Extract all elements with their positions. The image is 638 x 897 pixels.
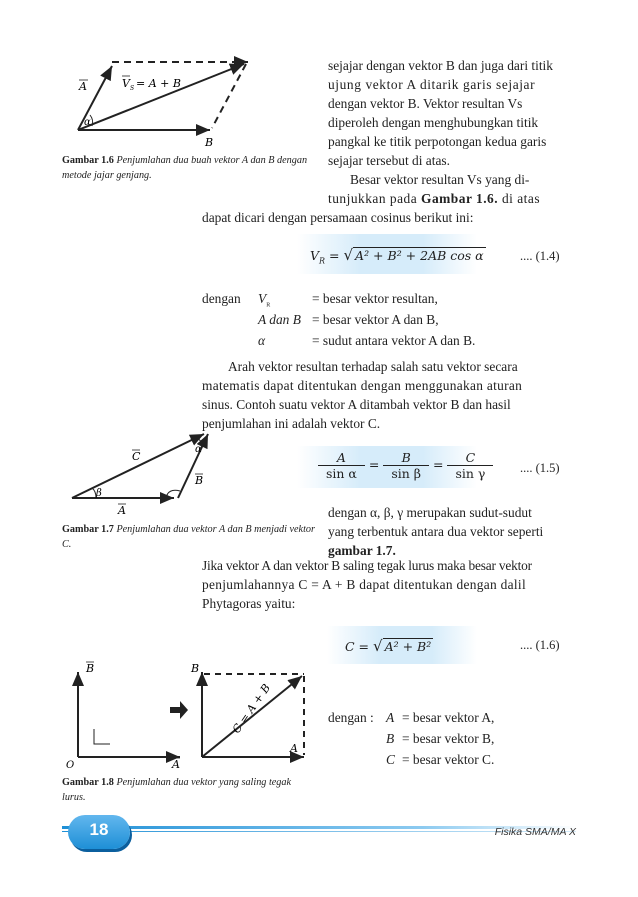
figure-1-7-caption <box>62 522 317 552</box>
defs-1-4-row-desc: = besar vektor resultan, <box>312 291 438 306</box>
fraction-num: C <box>447 450 493 466</box>
eq-lhs: V <box>310 248 320 263</box>
text-line: yang terbentuk antara dua vektor seperti <box>328 524 544 539</box>
eq-rhs: A² + B² <box>384 639 432 654</box>
caption-label: Gambar 1.8 <box>62 777 114 788</box>
figure-1-8-caption <box>62 775 317 805</box>
fig17-label-a: A <box>118 504 126 517</box>
eq-sign: = <box>368 457 380 472</box>
right-angle-mark <box>94 729 110 744</box>
fig18-label-c: C = A + B <box>229 681 274 736</box>
eq-lhs-sub: R <box>319 256 326 266</box>
equation-1-6-number: .... (1.6) <box>520 638 560 652</box>
figure-1-6 <box>62 52 262 152</box>
equation-1-5 <box>318 450 493 481</box>
defs-1-4-row-desc: = besar vektor A dan B, <box>312 312 439 327</box>
fraction-den: sin α <box>326 466 357 481</box>
caption-text: Penjumlahan dua vektor yang saling tegak lurus. <box>62 777 292 803</box>
equation-1-6 <box>345 637 433 655</box>
equation-1-5-number: .... (1.5) <box>520 461 560 475</box>
caption-text: Penjumlahan dua vektor A dan B menjadi vektor C. <box>62 524 315 550</box>
fraction <box>318 450 365 481</box>
def-sub: R <box>266 302 271 309</box>
fig18-label-a2: A <box>290 742 298 755</box>
text-line: gambar 1.7. <box>328 543 396 558</box>
fraction-den: sin β <box>391 466 422 481</box>
equation-1-4-number: .... (1.4) <box>520 249 560 263</box>
def-sym: V <box>258 291 267 306</box>
defs-1-6-desc: = besar vektor B, <box>402 731 495 746</box>
text-block-3 <box>328 503 568 560</box>
defs-1-6-desc: = besar vektor A, <box>402 710 495 725</box>
defs-1-4-row: α <box>258 333 266 348</box>
text-line: sinus. Contoh suatu vektor A ditambah vektor B dan hasil <box>202 397 511 412</box>
defs-1-4-row: A dan B <box>258 312 301 327</box>
fig18-label-b: B <box>86 662 95 675</box>
equation-1-4: $V_R$ = √ A² + B² + 2AB cos α <box>310 246 484 266</box>
text-line: penjumlahannya C = A + B dapat ditentukan dengan dalil <box>202 577 526 592</box>
fig16-label-a: A <box>79 80 87 93</box>
text-line-8 <box>328 189 568 208</box>
fig16-alpha: α <box>84 117 91 128</box>
defs-1-4-intro: dengan <box>202 291 241 306</box>
sqrt-icon: √ <box>343 246 354 264</box>
figure-1-7 <box>62 428 232 518</box>
eq-rhs: A² + B² + 2AB cos α <box>355 248 484 263</box>
text-line-9: dapat dicari dengan persamaan cosinus berikut ini: <box>202 210 474 225</box>
page-number: 18 <box>89 820 109 839</box>
text-line: dengan vektor B. Vektor resultan Vs <box>328 96 523 111</box>
fig16-label-eq: = A + B <box>136 77 181 90</box>
text-line: Jika vektor A dan vektor B saling tegak lurus maka besar vektor <box>202 558 532 573</box>
defs-1-6-desc: = besar vektor C. <box>402 752 495 767</box>
figure-1-6-caption <box>62 153 317 183</box>
text-line: Phytagoras yaitu: <box>202 596 296 611</box>
fig16-label-vs: V <box>122 77 130 90</box>
text-span: di atas <box>501 191 541 206</box>
fig18-label-a: A <box>172 758 180 771</box>
fraction-num: B <box>383 450 429 466</box>
right-arrow-icon <box>170 701 188 719</box>
text-line: sejajar dengan vektor B dan juga dari titik <box>328 58 553 73</box>
fig17-beta: β <box>96 488 102 499</box>
defs-1-4-row-desc: = sudut antara vektor A dan B. <box>312 333 476 348</box>
dashed-right <box>212 64 246 128</box>
sqrt-icon: √ <box>373 637 383 655</box>
text-line: diperoleh dengan menghubungkan titik <box>328 115 539 130</box>
text-line: Arah vektor resultan terhadap salah satu vektor secara <box>228 359 518 374</box>
text-block-2 <box>202 357 568 433</box>
caption-label: Gambar 1.7 <box>62 524 114 535</box>
text-line: dengan α, β, γ merupakan sudut-sudut <box>328 505 532 520</box>
text-line: ujung vektor A ditarik garis sejajar <box>328 77 536 92</box>
fraction-den: sin γ <box>455 466 486 481</box>
figure-ref: Gambar 1.6. <box>421 191 499 206</box>
caption-text: Penjumlahan dua buah vektor A dan B dengan metode jajar genjang. <box>62 155 308 181</box>
fig16-label-vs-sub: S <box>130 85 135 92</box>
eq-sign: = <box>433 457 444 472</box>
fraction <box>447 450 493 481</box>
fig16-label-b: B <box>205 136 214 149</box>
book-title: Fisika SMA/MA X <box>494 826 576 838</box>
fraction-num: A <box>318 450 365 466</box>
defs-1-6-sym: B <box>386 731 395 746</box>
defs-1-6-sym: A <box>386 710 395 725</box>
defs-1-6-sym: C <box>386 752 395 767</box>
text-line: penjumlahan ini adalah vektor C. <box>202 416 381 431</box>
text-block-1 <box>328 56 568 189</box>
text-line: Besar vektor resultan Vs yang di- <box>350 172 530 187</box>
text-line: sejajar tersebut di atas. <box>328 153 450 168</box>
fig18-label-b2: B <box>191 662 200 675</box>
fig17-alpha: α <box>195 444 202 455</box>
fraction <box>383 450 429 481</box>
resultant-line <box>78 64 244 130</box>
text-block-3b <box>202 556 568 613</box>
fig17-label-b: B <box>195 474 204 487</box>
text-line: pangkal ke titik perpotongan kedua garis <box>328 134 547 149</box>
text-span: tunjukkan pada <box>328 191 418 206</box>
fig17-label-c: C <box>132 450 141 463</box>
text-line: matematis dapat ditentukan dengan menggunakan aturan <box>202 378 523 393</box>
defs-1-6-intro: dengan : <box>328 710 374 725</box>
eq-lhs: C = <box>345 639 370 654</box>
fig18-label-o: O <box>66 760 75 771</box>
caption-label: Gambar 1.6 <box>62 155 114 166</box>
figure-1-8 <box>62 652 322 772</box>
